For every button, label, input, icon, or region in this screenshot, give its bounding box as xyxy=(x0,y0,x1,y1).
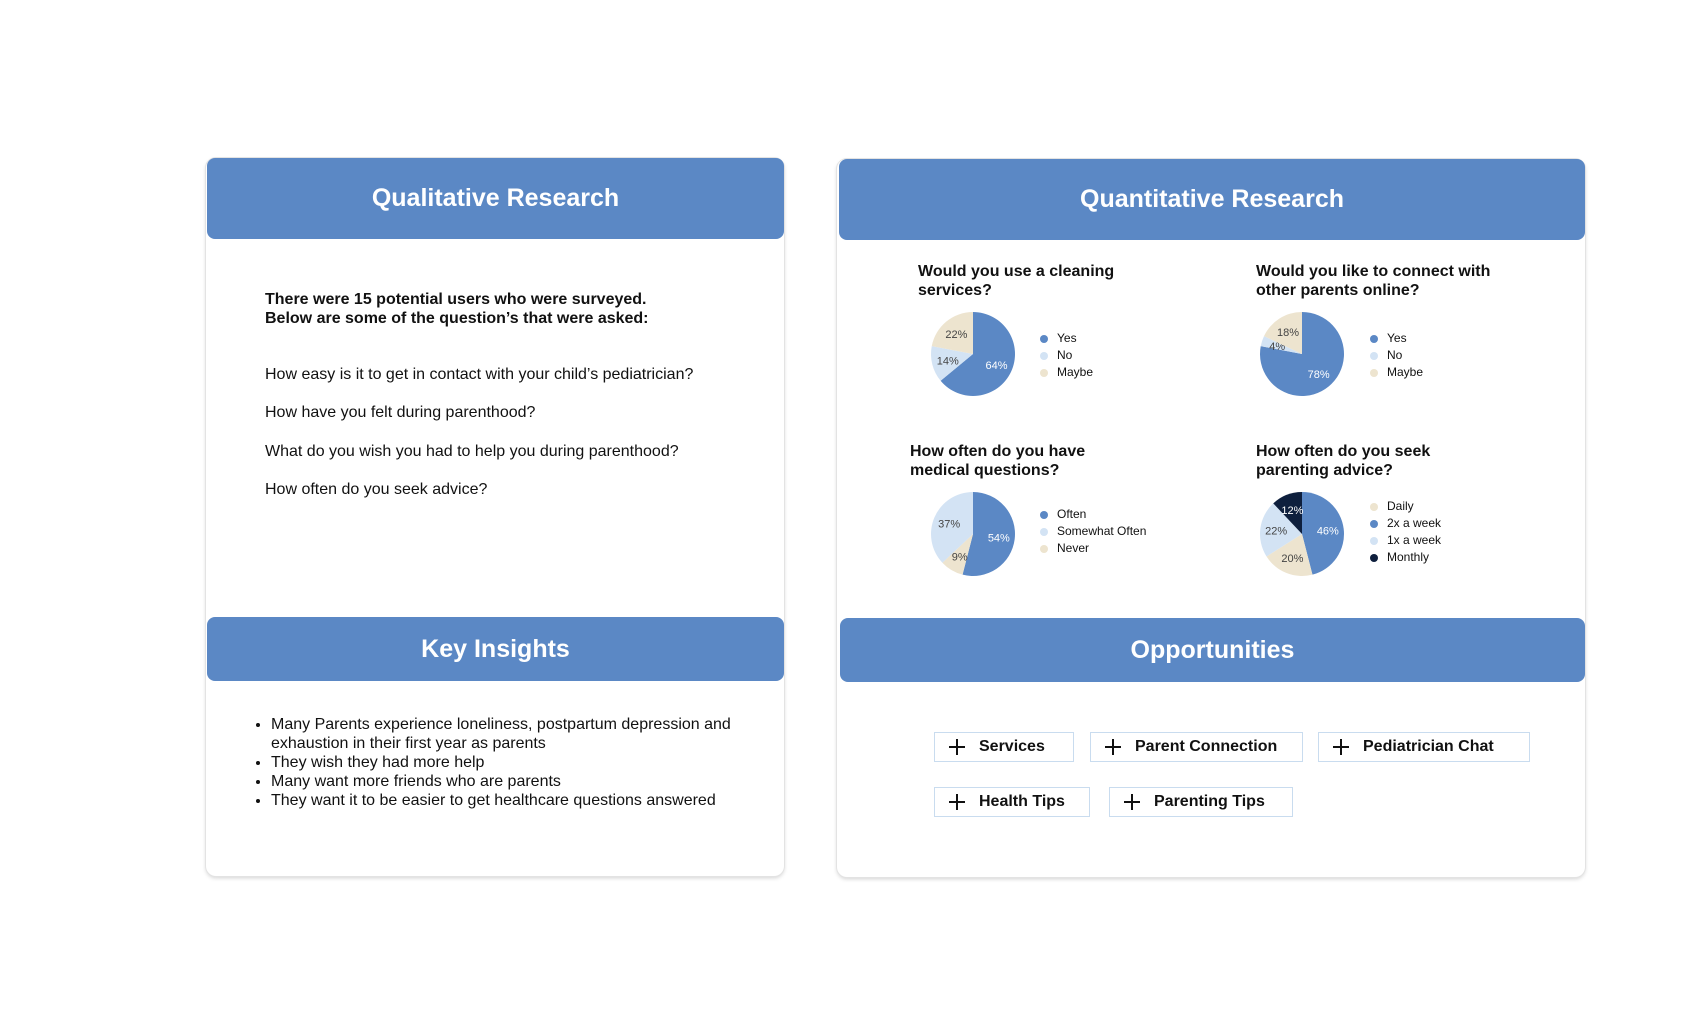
insight-item: • Many want more friends who are parents xyxy=(271,772,741,791)
chart-title-line: parenting advice? xyxy=(1256,462,1393,479)
plus-icon xyxy=(1124,794,1140,810)
opportunities-header: Opportunities xyxy=(840,618,1585,682)
legend-label: No xyxy=(1387,348,1403,362)
chip-label: Parent Connection xyxy=(1135,738,1278,755)
chart-title-advice xyxy=(1256,442,1516,480)
legend-swatch xyxy=(1370,503,1378,511)
legend-swatch xyxy=(1040,335,1048,343)
pie-chart-advice xyxy=(1255,487,1349,581)
survey-question: How easy is it to get in contact with your child’s pediatrician? xyxy=(265,366,694,383)
survey-intro-line2: Below are some of the question’s that were asked: xyxy=(265,310,649,327)
plus-icon xyxy=(1105,739,1121,755)
legend-swatch xyxy=(1370,369,1378,377)
chart-title-line: services? xyxy=(918,282,992,299)
chart-title-line: How often do you have xyxy=(910,443,1086,460)
plus-icon xyxy=(1333,739,1349,755)
legend-label: 2x a week xyxy=(1387,516,1442,530)
pie-chart-cleaning xyxy=(926,307,1020,401)
chip-label: Parenting Tips xyxy=(1154,793,1265,810)
survey-question: How often do you seek advice? xyxy=(265,481,488,498)
chart-title-medical xyxy=(910,442,1170,480)
pie-label-maybe: 18% xyxy=(1277,327,1300,340)
legend-label: Yes xyxy=(1387,331,1407,345)
pie-chart-connect xyxy=(1255,307,1349,401)
legend-label: 1x a week xyxy=(1387,533,1442,547)
legend-swatch xyxy=(1040,369,1048,377)
opportunity-chip-parenting-tips[interactable] xyxy=(1109,787,1293,817)
legend-connect xyxy=(1370,330,1423,381)
legend-swatch xyxy=(1370,554,1378,562)
legend-swatch xyxy=(1370,335,1378,343)
survey-intro-line1: There were 15 potential users who were surveyed. xyxy=(265,291,647,308)
insight-item: • Many Parents experience loneliness, postpartum depression and exhaustion in their first year as parents xyxy=(271,715,741,753)
qualitative-research-header: Qualitative Research xyxy=(207,158,784,239)
chart-title-line: other parents online? xyxy=(1256,282,1420,299)
key-insights-header: Key Insights xyxy=(207,617,784,681)
legend-label: Never xyxy=(1057,541,1090,555)
chip-label: Pediatrician Chat xyxy=(1363,738,1494,755)
pie-label-1x-a-week: 22% xyxy=(1265,525,1288,538)
legend-item-daily xyxy=(1370,498,1441,515)
legend-swatch xyxy=(1040,545,1048,553)
pie-label-often: 54% xyxy=(987,532,1010,545)
legend-item-1x-a-week xyxy=(1370,532,1441,549)
survey-question: How have you felt during parenthood? xyxy=(265,404,536,421)
legend-item-no xyxy=(1040,347,1093,364)
opportunity-chip-services[interactable] xyxy=(934,732,1074,762)
opportunity-chip-parent-connection[interactable] xyxy=(1090,732,1303,762)
chip-label: Services xyxy=(979,738,1045,755)
survey-intro xyxy=(265,290,649,328)
pie-label-2x-a-week: 46% xyxy=(1316,525,1339,538)
pie-chart-medical xyxy=(926,487,1020,581)
opportunity-chip-pediatrician-chat[interactable] xyxy=(1318,732,1530,762)
chart-title-line: Would you use a cleaning xyxy=(918,263,1115,280)
chart-title-cleaning xyxy=(918,262,1178,300)
legend-advice xyxy=(1370,498,1441,566)
pie-label-somewhat-often: 37% xyxy=(938,518,961,531)
chip-label: Health Tips xyxy=(979,793,1065,810)
legend-swatch xyxy=(1370,520,1378,528)
legend-medical xyxy=(1040,506,1146,557)
legend-swatch xyxy=(1040,352,1048,360)
legend-item-2x-a-week xyxy=(1370,515,1441,532)
legend-label: Yes xyxy=(1057,331,1077,345)
legend-item-monthly xyxy=(1370,549,1441,566)
legend-label: Maybe xyxy=(1057,365,1094,379)
legend-item-no xyxy=(1370,347,1423,364)
legend-item-often xyxy=(1040,506,1146,523)
legend-item-yes xyxy=(1370,330,1423,347)
legend-swatch xyxy=(1040,528,1048,536)
pie-label-yes: 64% xyxy=(985,360,1008,373)
opportunity-chip-health-tips[interactable] xyxy=(934,787,1090,817)
chart-title-line: How often do you seek xyxy=(1256,443,1431,460)
insight-item: • They want it to be easier to get healthcare questions answered xyxy=(271,791,741,810)
pie-label-yes: 78% xyxy=(1307,369,1330,382)
pie-label-never: 9% xyxy=(951,551,968,564)
chart-title-line: Would you like to connect with xyxy=(1256,263,1491,280)
legend-swatch xyxy=(1370,537,1378,545)
legend-item-maybe xyxy=(1370,364,1423,381)
insight-item: • They wish they had more help xyxy=(271,753,741,772)
plus-icon xyxy=(949,739,965,755)
legend-label: No xyxy=(1057,348,1073,362)
legend-item-somewhat-often xyxy=(1040,523,1146,540)
key-insights-list xyxy=(251,715,741,810)
chart-title-line: medical questions? xyxy=(910,462,1060,479)
legend-item-never xyxy=(1040,540,1146,557)
legend-label: Often xyxy=(1057,507,1087,521)
legend-label: Somewhat Often xyxy=(1057,524,1147,538)
legend-swatch xyxy=(1370,352,1378,360)
legend-item-yes xyxy=(1040,330,1093,347)
pie-label-monthly: 12% xyxy=(1281,504,1304,517)
legend-label: Daily xyxy=(1387,499,1414,513)
pie-label-maybe: 22% xyxy=(945,328,968,341)
pie-label-no: 4% xyxy=(1269,340,1286,353)
pie-label-no: 14% xyxy=(936,355,959,368)
legend-label: Monthly xyxy=(1387,550,1430,564)
legend-label: Maybe xyxy=(1387,365,1424,379)
legend-swatch xyxy=(1040,511,1048,519)
chart-title-connect xyxy=(1256,262,1516,300)
survey-question: What do you wish you had to help you during parenthood? xyxy=(265,443,679,460)
pie-label-daily: 20% xyxy=(1281,553,1304,566)
legend-item-maybe xyxy=(1040,364,1093,381)
plus-icon xyxy=(949,794,965,810)
quantitative-research-header: Quantitative Research xyxy=(839,159,1585,240)
legend-cleaning xyxy=(1040,330,1093,381)
